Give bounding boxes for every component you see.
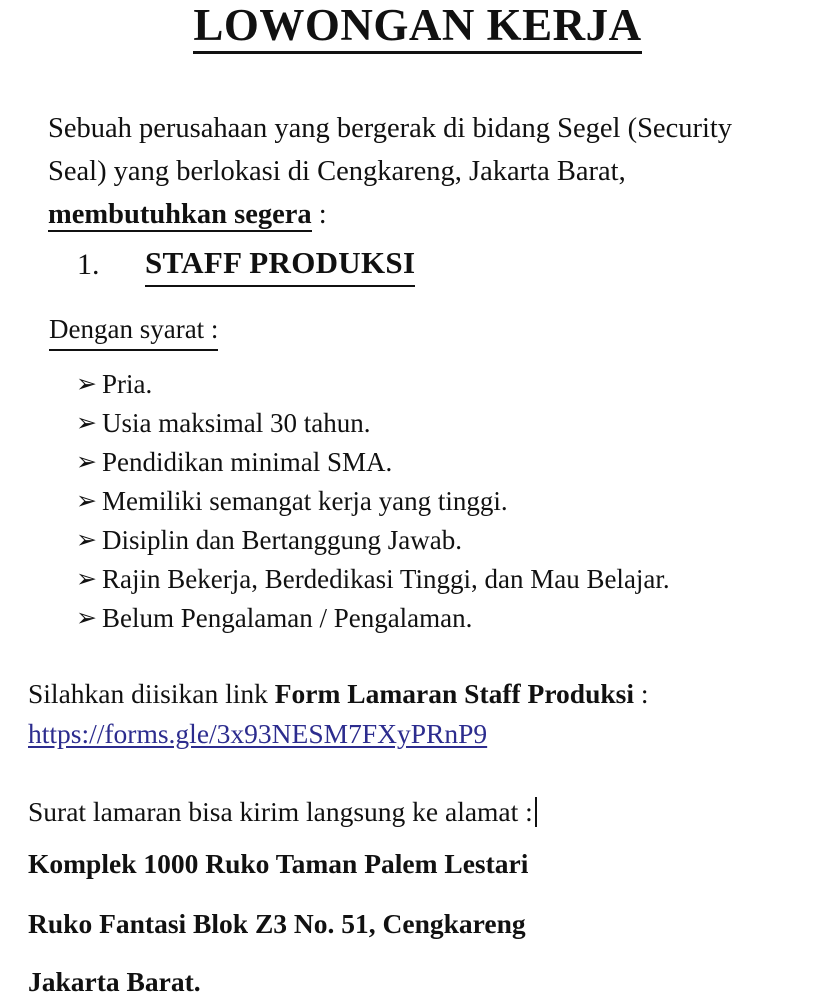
section-heading <box>145 243 415 287</box>
list-item-label: Belum Pengalaman / Pengalaman. <box>102 603 473 633</box>
arrow-bullet-icon: ➢ <box>76 371 97 398</box>
section-number: 1. <box>77 248 100 281</box>
requirements-subheading-text: Dengan syarat : <box>49 310 218 351</box>
list-item-label: Disiplin dan Bertanggung Jawab. <box>102 525 462 555</box>
requirements-subheading <box>49 310 218 351</box>
text-cursor-caret <box>535 797 537 827</box>
list-item <box>76 482 806 521</box>
list-item-label: Rajin Bekerja, Berdedikasi Tinggi, dan Mau Belajar. <box>102 564 670 594</box>
arrow-bullet-icon: ➢ <box>76 410 97 437</box>
list-item <box>76 560 806 599</box>
list-item-label: Pendidikan minimal SMA. <box>102 447 393 477</box>
list-item-label: Memiliki semangat kerja yang tinggi. <box>102 486 508 516</box>
address-line: Komplek 1000 Ruko Taman Palem Lestari <box>28 848 529 879</box>
form-link-lead-emphasis: Form Lamaran Staff Produksi <box>274 678 635 709</box>
list-item-label: Usia maksimal 30 tahun. <box>102 408 371 438</box>
list-item <box>76 365 806 404</box>
intro-text-after: : <box>311 198 327 230</box>
requirements-list <box>76 365 806 638</box>
arrow-bullet-icon: ➢ <box>76 488 97 515</box>
form-link-lead-after: : <box>634 678 649 709</box>
address-line: Ruko Fantasi Blok Z3 No. 51, Cengkareng <box>28 908 526 939</box>
form-link-lead <box>28 675 649 713</box>
page-title-text: LOWONGAN KERJA <box>193 2 641 54</box>
application-form-link[interactable]: https://forms.gle/3x93NESM7FXyPRnP9 <box>28 718 488 749</box>
arrow-bullet-icon: ➢ <box>76 605 97 632</box>
intro-paragraph <box>48 107 796 236</box>
list-item <box>76 521 806 560</box>
form-link-lead-before: Silahkan diisikan link <box>28 678 275 709</box>
intro-text-before: Sebuah perusahaan yang bergerak di bidang Segel (Security Seal) yang berlokasi di Cengkareng, Jakarta Barat, <box>48 112 733 187</box>
arrow-bullet-icon: ➢ <box>76 449 97 476</box>
list-item <box>76 404 806 443</box>
section-heading-text: STAFF PRODUKSI <box>145 243 415 287</box>
address-lead <box>28 793 537 831</box>
list-item-label: Pria. <box>102 369 153 399</box>
address-lead-text: Surat lamaran bisa kirim langsung ke alamat : <box>28 796 533 827</box>
address-line: Jakarta Barat. <box>28 966 201 997</box>
list-item <box>76 599 806 638</box>
intro-emphasis: membutuhkan segera <box>48 198 312 230</box>
arrow-bullet-icon: ➢ <box>76 566 97 593</box>
list-item <box>76 443 806 482</box>
arrow-bullet-icon: ➢ <box>76 527 97 554</box>
page-title <box>0 2 835 54</box>
